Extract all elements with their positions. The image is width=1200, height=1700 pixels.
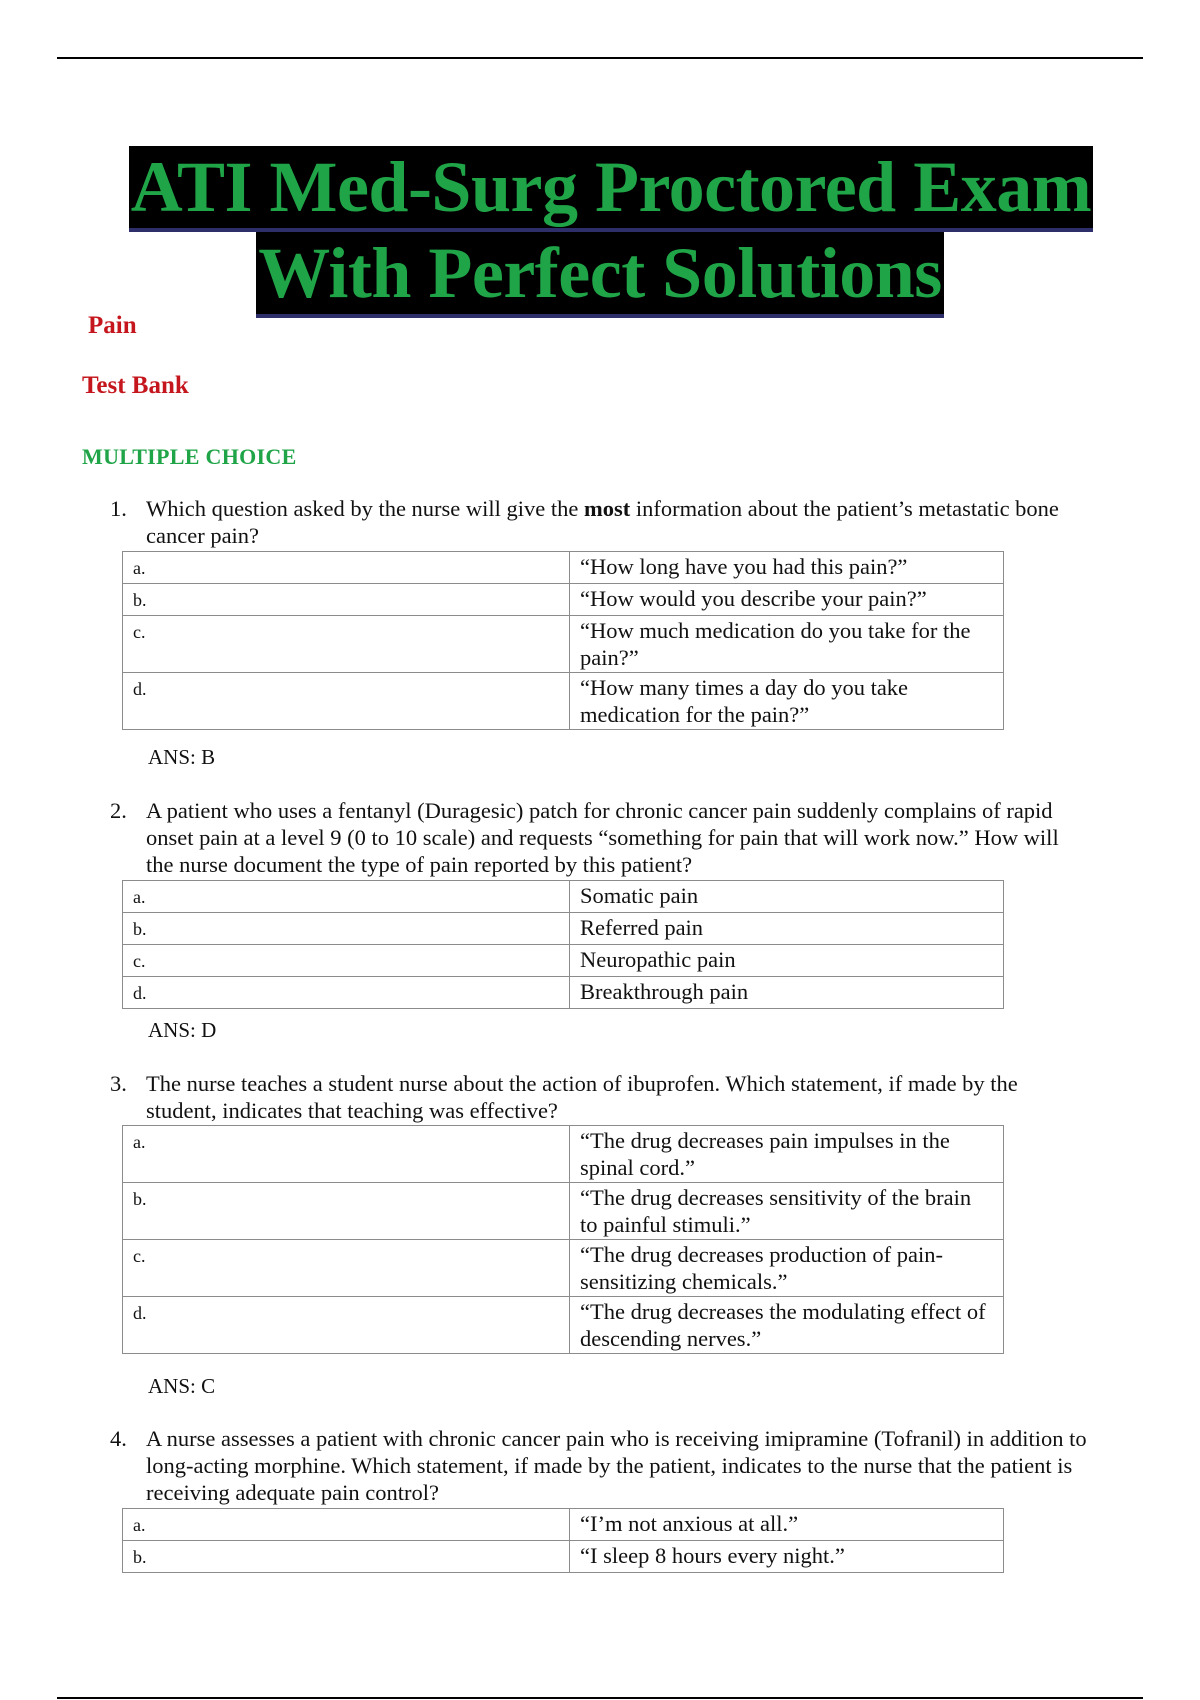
option-letter: b. <box>123 584 570 616</box>
bottom-rule <box>57 1697 1143 1699</box>
question-number: 1. <box>110 496 127 521</box>
question-2 <box>110 797 1090 878</box>
option-letter: d. <box>123 977 570 1009</box>
option-letter: d. <box>123 1297 570 1354</box>
question-number: 2. <box>110 798 127 823</box>
option-row <box>123 1240 1004 1297</box>
options-table-1 <box>122 551 1004 730</box>
question-1 <box>110 495 1090 549</box>
options-table-2 <box>122 880 1004 1009</box>
option-letter: c. <box>123 1240 570 1297</box>
option-text: “The drug decreases sensitivity of the brain to painful stimuli.” <box>570 1183 1004 1240</box>
top-rule <box>57 57 1143 59</box>
option-row <box>123 881 1004 913</box>
option-row <box>123 1183 1004 1240</box>
option-letter: a. <box>123 1126 570 1183</box>
option-letter: d. <box>123 673 570 730</box>
option-row <box>123 616 1004 673</box>
question-number: 3. <box>110 1071 127 1096</box>
section-heading: MULTIPLE CHOICE <box>82 444 297 469</box>
option-text: “How would you describe your pain?” <box>570 584 1004 616</box>
answer-1: ANS: B <box>148 745 216 769</box>
heading-test-bank: Test Bank <box>82 372 189 399</box>
title-line-2: With Perfect Solutions <box>256 232 944 318</box>
option-row <box>123 1126 1004 1183</box>
option-text: “How many times a day do you take medication for the pain?” <box>570 673 1004 730</box>
option-text: “The drug decreases production of pain-sensitizing chemicals.” <box>570 1240 1004 1297</box>
option-letter: a. <box>123 1509 570 1541</box>
answer-2: ANS: D <box>148 1018 217 1042</box>
option-letter: c. <box>123 616 570 673</box>
option-row <box>123 584 1004 616</box>
option-text: Breakthrough pain <box>570 977 1004 1009</box>
question-emphasis: most <box>584 496 631 521</box>
document-title <box>0 146 1200 318</box>
option-text: “I sleep 8 hours every night.” <box>570 1541 1004 1573</box>
option-letter: b. <box>123 913 570 945</box>
title-line-1: ATI Med-Surg Proctored Exam <box>129 146 1093 232</box>
option-row <box>123 977 1004 1009</box>
question-3 <box>110 1070 1090 1124</box>
question-text: A nurse assesses a patient with chronic cancer pain who is receiving imipramine (Tofranil) in addition to long-acting morphine. Which statement, if made by the patient, indicates to the nurse that the patient is receiving adequate pain control? <box>146 1426 1087 1505</box>
options-table-4 <box>122 1508 1004 1573</box>
option-text: Referred pain <box>570 913 1004 945</box>
option-letter: a. <box>123 881 570 913</box>
question-text: A patient who uses a fentanyl (Duragesic) patch for chronic cancer pain suddenly complains of rapid onset pain at a level 9 (0 to 10 scale) and requests “something for pain that will work now.” How will the nurse document the type of pain reported by this patient? <box>146 798 1059 877</box>
question-text: Which question asked by the nurse will give the most information about the patient’s metastatic bone cancer pain? <box>146 496 1059 548</box>
option-text: Neuropathic pain <box>570 945 1004 977</box>
option-text: “I’m not anxious at all.” <box>570 1509 1004 1541</box>
option-letter: b. <box>123 1183 570 1240</box>
option-row <box>123 1509 1004 1541</box>
question-4 <box>110 1425 1090 1506</box>
option-text: “How long have you had this pain?” <box>570 552 1004 584</box>
option-row <box>123 1297 1004 1354</box>
option-letter: a. <box>123 552 570 584</box>
option-row <box>123 945 1004 977</box>
option-row <box>123 552 1004 584</box>
option-text: “The drug decreases the modulating effect of descending nerves.” <box>570 1297 1004 1354</box>
question-number: 4. <box>110 1426 127 1451</box>
options-table-3 <box>122 1125 1004 1354</box>
question-text: The nurse teaches a student nurse about the action of ibuprofen. Which statement, if made by the student, indicates that teaching was effective? <box>146 1071 1018 1123</box>
option-row <box>123 673 1004 730</box>
option-text: “The drug decreases pain impulses in the spinal cord.” <box>570 1126 1004 1183</box>
option-text: Somatic pain <box>570 881 1004 913</box>
option-row <box>123 1541 1004 1573</box>
heading-pain: Pain <box>88 312 137 339</box>
option-text: “How much medication do you take for the pain?” <box>570 616 1004 673</box>
option-letter: b. <box>123 1541 570 1573</box>
option-letter: c. <box>123 945 570 977</box>
answer-3: ANS: C <box>148 1374 216 1398</box>
option-row <box>123 913 1004 945</box>
